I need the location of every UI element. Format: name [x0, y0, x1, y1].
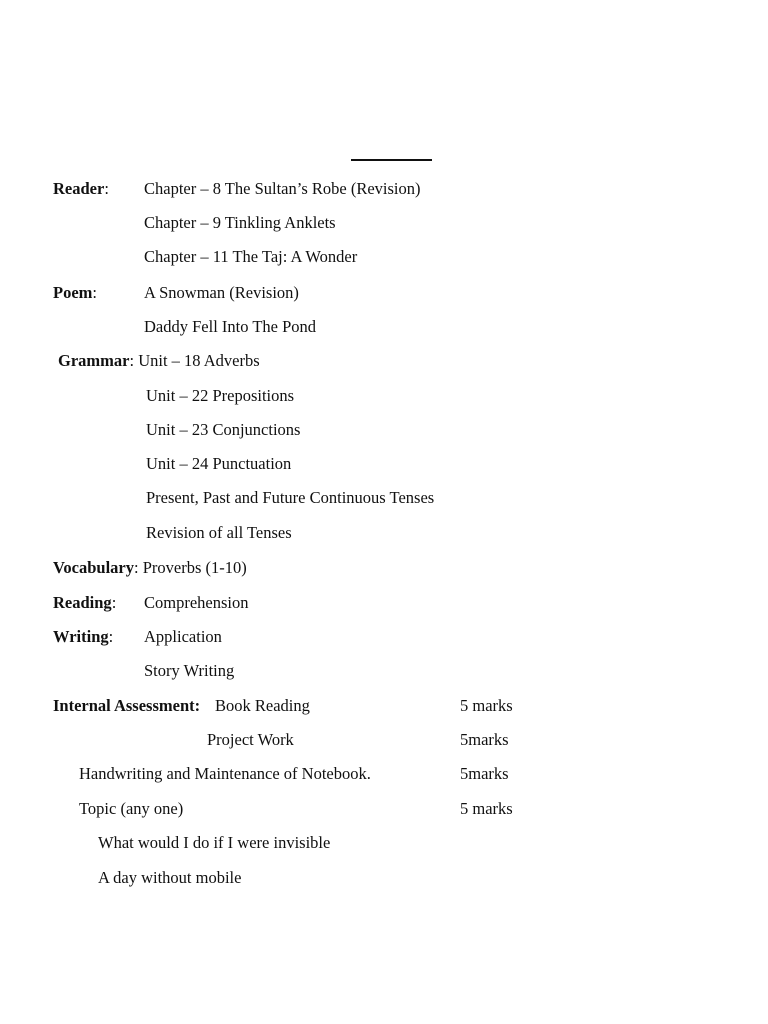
poem-item: A Snowman (Revision) — [144, 283, 299, 302]
assessment-marks: 5 marks — [460, 799, 513, 818]
assessment-item: Handwriting and Maintenance of Notebook. — [79, 764, 371, 783]
grammar-item: Present, Past and Future Continuous Tenses — [146, 488, 435, 507]
reader-item: Chapter – 9 Tinkling Anklets — [144, 213, 336, 232]
reader-label: Reader: — [53, 179, 109, 198]
vocabulary-line — [53, 558, 247, 578]
poem-item: Daddy Fell Into The Pond — [144, 317, 317, 336]
poem-label: Poem: — [53, 283, 97, 302]
assessment-item: Project Work — [207, 730, 294, 749]
assessment-item: Topic (any one) — [79, 799, 184, 818]
writing-item: Story Writing — [144, 661, 235, 680]
topic-item: A day without mobile — [98, 868, 242, 887]
topic-item: What would I do if I were invisible — [98, 833, 331, 852]
grammar-item: Unit – 23 Conjunctions — [146, 420, 301, 439]
writing-label: Writing: — [53, 627, 114, 646]
title-underline — [351, 159, 432, 161]
grammar-item: Unit – 24 Punctuation — [146, 454, 292, 473]
vocabulary-item: : Proverbs (1-10) — [134, 558, 247, 577]
internal-assessment-label: Internal Assessment: — [53, 696, 201, 715]
grammar-line — [58, 351, 260, 371]
assessment-item: Book Reading — [215, 696, 310, 715]
grammar-label: Grammar — [58, 351, 130, 370]
grammar-item: Revision of all Tenses — [146, 523, 292, 542]
reader-item: Chapter – 11 The Taj: A Wonder — [144, 247, 358, 266]
vocabulary-label: Vocabulary — [53, 558, 134, 577]
assessment-marks: 5 marks — [460, 696, 513, 715]
assessment-marks: 5marks — [460, 764, 509, 783]
reading-label: Reading: — [53, 593, 117, 612]
writing-item: Application — [144, 627, 222, 646]
grammar-item: : Unit – 18 Adverbs — [129, 351, 260, 370]
assessment-marks: 5marks — [460, 730, 509, 749]
reader-item: Chapter – 8 The Sultan’s Robe (Revision) — [144, 179, 421, 198]
grammar-item: Unit – 22 Prepositions — [146, 386, 295, 405]
reading-item: Comprehension — [144, 593, 249, 612]
